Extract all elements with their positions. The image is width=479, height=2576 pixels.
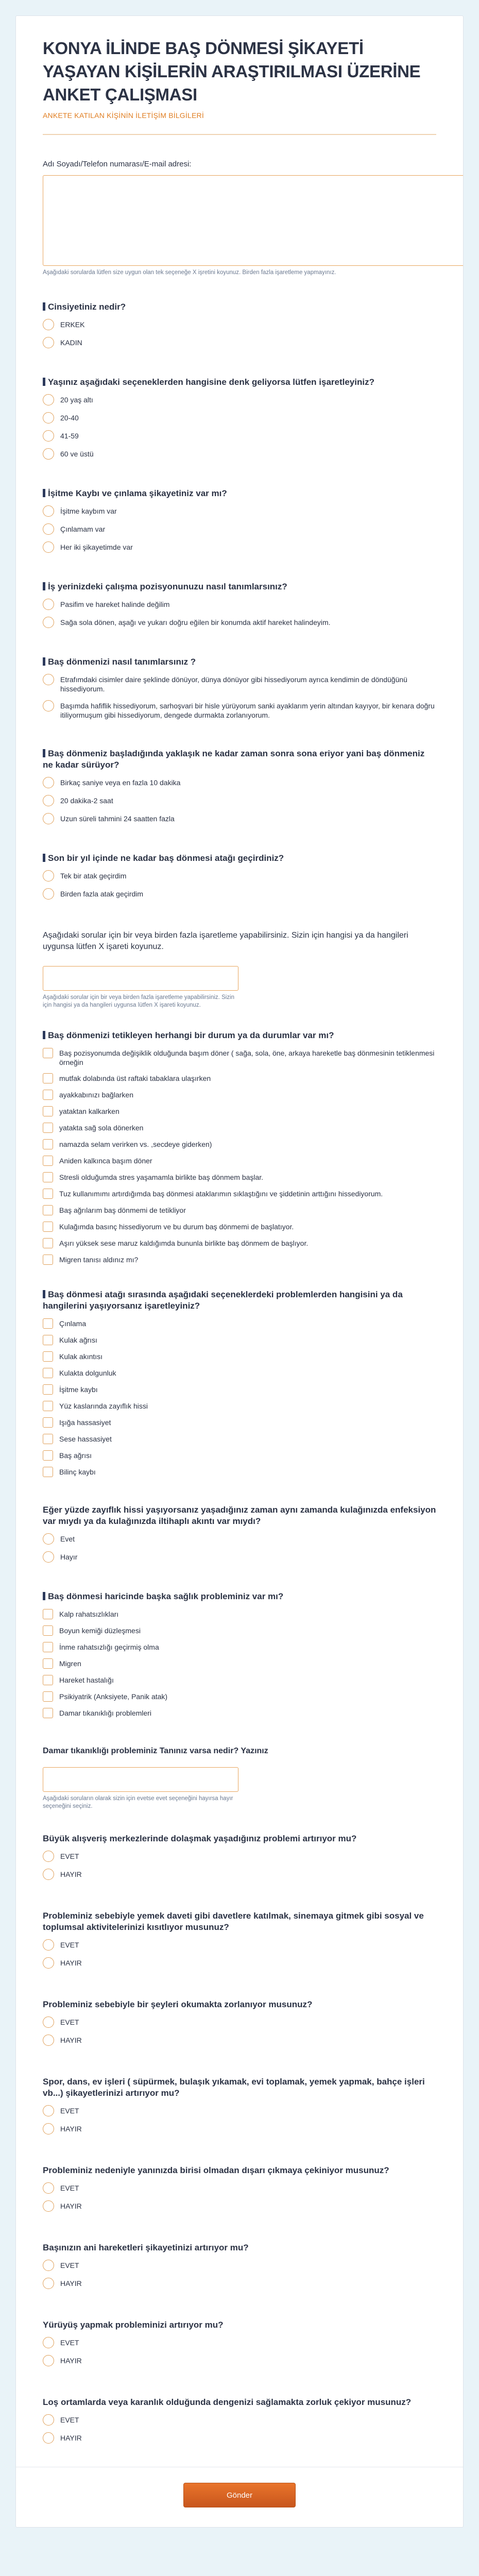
radio-group bbox=[43, 506, 436, 553]
checkbox[interactable] bbox=[43, 1658, 53, 1669]
checkbox[interactable] bbox=[43, 1450, 53, 1461]
question-label bbox=[43, 656, 436, 668]
radio-button[interactable] bbox=[43, 430, 54, 442]
radio-option[interactable] bbox=[43, 395, 436, 405]
checkbox[interactable] bbox=[43, 1073, 53, 1083]
radio-option[interactable] bbox=[43, 814, 436, 824]
option-label: Pasifim ve hareket halinde değilim bbox=[60, 600, 170, 608]
option-label: Yüz kaslarında zayıflık hissi bbox=[59, 1402, 148, 1410]
checkbox[interactable] bbox=[43, 1642, 53, 1652]
option-label: HAYIR bbox=[60, 2125, 82, 2133]
checkbox-option[interactable] bbox=[43, 1206, 436, 1215]
checkbox-option[interactable] bbox=[43, 1255, 436, 1265]
radio-option[interactable] bbox=[43, 2018, 436, 2028]
contact-section bbox=[16, 135, 463, 279]
question-crowd bbox=[16, 1812, 463, 1890]
checkbox[interactable] bbox=[43, 1351, 53, 1362]
radio-option[interactable] bbox=[43, 2279, 436, 2289]
option-label: Etrafımdaki cisimler daire şeklinde dönüyor, dünya dönüyor gibi hissediyorum ayrıca kendimin de döndüğünü hissediyorum. bbox=[60, 675, 407, 693]
question-triggers bbox=[16, 1011, 463, 1274]
radio-option[interactable] bbox=[43, 2415, 436, 2426]
option-label: 20 yaş altı bbox=[60, 396, 93, 404]
checkbox-option[interactable] bbox=[43, 1090, 436, 1100]
question-social bbox=[16, 1890, 463, 1978]
radio-button[interactable] bbox=[43, 541, 54, 553]
heading-marker bbox=[43, 1592, 45, 1600]
checkbox-group bbox=[43, 1609, 436, 1718]
option-label: Başımda hafiflik hissediyorum, sarhoşvari bir hisle yürüyorum sanki ayaklarım yerin altından kayıyor, bir kenara doğru itiliyormuşum gibi hissediyorum, dengede durmakta zorlanıyorum. bbox=[60, 702, 435, 719]
question-other-health bbox=[16, 1572, 463, 1727]
radio-group bbox=[43, 2261, 436, 2289]
question-dark bbox=[16, 2376, 463, 2453]
question-label: Büyük alışveriş merkezlerinde dolaşmak yaşadığınız problemi artırıyor mu? bbox=[43, 1834, 357, 1843]
radio-group bbox=[43, 320, 436, 348]
option-label: namazda selam verirken vs. ,secdeye giderken) bbox=[59, 1140, 212, 1148]
checkbox[interactable] bbox=[43, 1222, 53, 1232]
radio-option[interactable] bbox=[43, 2106, 436, 2116]
option-label: HAYIR bbox=[60, 2279, 82, 2287]
option-label: EVET bbox=[60, 2416, 79, 2424]
radio-button[interactable] bbox=[43, 2355, 54, 2366]
radio-option[interactable] bbox=[43, 796, 436, 806]
option-label: HAYIR bbox=[60, 2357, 82, 2365]
option-label: 41-59 bbox=[60, 432, 79, 440]
option-label: Psikiyatrik (Anksiyete, Panik atak) bbox=[59, 1692, 168, 1701]
checkbox[interactable] bbox=[43, 1434, 53, 1444]
option-label: Birden fazla atak geçirdim bbox=[60, 890, 144, 898]
checkbox[interactable] bbox=[43, 1205, 53, 1215]
form-title: KONYA İLİNDE BAŞ DÖNMESİ ŞİKAYETİ YAŞAYAN KİŞİLERİN ARAŞTIRILMASI ÜZERİNE ANKET ÇALIŞMASI bbox=[43, 39, 421, 104]
checkbox[interactable] bbox=[43, 1625, 53, 1636]
option-label: Damar tıkanıklığı problemleri bbox=[59, 1709, 151, 1717]
checkbox-option[interactable] bbox=[43, 1189, 436, 1199]
option-label: KADIN bbox=[60, 338, 82, 347]
checkbox-option[interactable] bbox=[43, 1434, 436, 1444]
option-label: Baş pozisyonumda değişiklik olduğunda başım döner ( sağa, sola, öne, arkaya hareketle baş dönmesinin tetiklenmesi örneğin bbox=[59, 1049, 435, 1066]
option-label: Hareket hastalığı bbox=[59, 1676, 114, 1684]
radio-option[interactable] bbox=[43, 778, 436, 788]
checkbox[interactable] bbox=[43, 1189, 53, 1199]
question-label: Yürüyüş yapmak probleminizi artırıyor mu? bbox=[43, 2320, 224, 2330]
option-label: HAYIR bbox=[60, 1870, 82, 1878]
radio-option[interactable] bbox=[43, 2338, 436, 2348]
heading-marker bbox=[43, 489, 45, 497]
checkbox-option[interactable] bbox=[43, 1368, 436, 1378]
option-label: Aniden kalkınca başım döner bbox=[59, 1157, 152, 1165]
contact-hint: Aşağıdaki sorularda lütfen size uygun olan tek seçeneğe X işretini koyunuz. Birden fazla işaretleme yapmayınız. bbox=[43, 269, 336, 276]
radio-button[interactable] bbox=[43, 1851, 54, 1862]
checkbox[interactable] bbox=[43, 1417, 53, 1428]
diagnosis-input[interactable] bbox=[43, 1767, 238, 1792]
radio-button[interactable] bbox=[43, 1533, 54, 1545]
question-label bbox=[43, 581, 436, 592]
checkbox[interactable] bbox=[43, 1467, 53, 1477]
option-label: EVET bbox=[60, 2018, 79, 2026]
checkbox[interactable] bbox=[43, 1139, 53, 1149]
radio-option[interactable] bbox=[43, 889, 436, 900]
radio-group bbox=[43, 675, 436, 720]
form-header bbox=[16, 16, 463, 134]
question-age bbox=[16, 358, 463, 469]
radio-button[interactable] bbox=[43, 870, 54, 882]
option-label: Tuz kullanımımı artırdığımda baş dönmesi ataklarımın sıklaştığını ve şiddetinin arttığını hissediyorum. bbox=[59, 1190, 383, 1198]
option-label: HAYIR bbox=[60, 2202, 82, 2210]
radio-option[interactable] bbox=[43, 2036, 436, 2046]
radio-option[interactable] bbox=[43, 2433, 436, 2444]
option-label: Birkaç saniye veya en fazla 10 dakika bbox=[60, 778, 181, 787]
contact-textarea[interactable] bbox=[43, 175, 464, 266]
question-label: Başınızın ani hareketleri şikayetinizi artırıyor mu? bbox=[43, 2243, 249, 2252]
radio-option[interactable] bbox=[43, 431, 436, 442]
radio-button[interactable] bbox=[43, 2414, 54, 2426]
multi-intro-hint: Aşağıdaki sorular için bir veya birden fazla işaretleme yapabilirsiniz. Sizin için hangisi ya da hangileri uygunsa lütfen X işareti koyunuz. bbox=[43, 994, 234, 1008]
radio-button[interactable] bbox=[43, 2105, 54, 2116]
option-label: mutfak dolabında üst raftaki tabaklara ulaşırken bbox=[59, 1074, 211, 1082]
checkbox-option[interactable] bbox=[43, 1173, 436, 1182]
question-text: Yaşınız aşağıdaki seçeneklerden hangisine denk geliyorsa lütfen işaretleyiniz? bbox=[48, 377, 374, 387]
option-label: EVET bbox=[60, 2338, 79, 2347]
question-label: Eğer yüzde zayıflık hissi yaşıyorsanız yaşadığınız zaman aynı zamanda kulağınızda enfeksiyon var mıydı ya da kulağınızda iltihaplı akıntı var mıydı? bbox=[43, 1505, 436, 1526]
radio-option[interactable] bbox=[43, 2356, 436, 2366]
radio-button[interactable] bbox=[43, 777, 54, 788]
option-label: Sese hassasiyet bbox=[59, 1435, 112, 1443]
radio-button[interactable] bbox=[43, 2016, 54, 2028]
option-label: Uzun süreli tahmini 24 saatten fazla bbox=[60, 815, 175, 823]
diagnosis-hint: Aşağıdaki soruların olarak sizin için evetse evet seçeneğini hayırsa hayır seçeneğini seçiniz. bbox=[43, 1795, 233, 1809]
radio-group bbox=[43, 1940, 436, 1969]
radio-option[interactable] bbox=[43, 871, 436, 882]
question-label bbox=[43, 301, 436, 313]
radio-option[interactable] bbox=[43, 2183, 436, 2194]
radio-button[interactable] bbox=[43, 1939, 54, 1951]
radio-group bbox=[43, 2106, 436, 2134]
checkbox-option[interactable] bbox=[43, 1692, 436, 1702]
checkbox-option[interactable] bbox=[43, 1123, 436, 1133]
radio-option[interactable] bbox=[43, 600, 436, 610]
option-label: HAYIR bbox=[60, 1959, 82, 1967]
multi-intro-label: Aşağıdaki sorular için bir veya birden fazla işaretleme yapabilirsiniz. Sizin için hangisi ya da hangileri uygunsa lütfen X işareti koyunuz. bbox=[43, 931, 408, 951]
question-text: Baş dönmeniz başladığında yaklaşık ne kadar zaman sonra sona eriyor yani baş dönmeniz ne kadar sürüyor? bbox=[43, 749, 425, 770]
checkbox-option[interactable] bbox=[43, 1708, 436, 1718]
checkbox[interactable] bbox=[43, 1368, 53, 1378]
question-text: Son bir yıl içinde ne kadar baş dönmesi atağı geçirdiniz? bbox=[48, 853, 284, 863]
radio-button[interactable] bbox=[43, 1869, 54, 1880]
checkbox[interactable] bbox=[43, 1106, 53, 1116]
radio-button[interactable] bbox=[43, 2432, 54, 2444]
form-subtitle: ANKETE KATILAN KİŞİNİN İLETİŞİM BİLGİLERİ bbox=[43, 111, 204, 120]
question-label: Damar tıkanıklığı probleminiz Tanınız varsa nedir? Yazınız bbox=[43, 1747, 268, 1755]
option-label: Baş ağrısı bbox=[59, 1451, 92, 1460]
option-label: Baş ağrılarım baş dönmemi de tetikliyor bbox=[59, 1206, 186, 1214]
heading-marker bbox=[43, 378, 45, 386]
option-label: Aşırı yüksek sese maruz kaldığımda bununla birlikte baş dönmem de başlıyor. bbox=[59, 1239, 309, 1247]
radio-option[interactable] bbox=[43, 1552, 436, 1563]
question-work bbox=[16, 563, 463, 638]
radio-button[interactable] bbox=[43, 2337, 54, 2348]
radio-button[interactable] bbox=[43, 2182, 54, 2194]
radio-group bbox=[43, 1852, 436, 1880]
option-label: Evet bbox=[60, 1535, 75, 1543]
checkbox-option[interactable] bbox=[43, 1222, 436, 1232]
multi-intro-input[interactable] bbox=[43, 966, 238, 991]
radio-button[interactable] bbox=[43, 2278, 54, 2289]
radio-option[interactable] bbox=[43, 1870, 436, 1880]
multi-select-intro bbox=[16, 909, 463, 1011]
radio-option[interactable] bbox=[43, 2201, 436, 2212]
heading-marker bbox=[43, 1290, 45, 1298]
checkbox-option[interactable] bbox=[43, 1675, 436, 1685]
radio-button[interactable] bbox=[43, 813, 54, 824]
radio-button[interactable] bbox=[43, 617, 54, 628]
checkbox[interactable] bbox=[43, 1335, 53, 1345]
question-sex bbox=[16, 279, 463, 358]
checkbox[interactable] bbox=[43, 1048, 53, 1058]
option-label: EVET bbox=[60, 2184, 79, 2192]
radio-option[interactable] bbox=[43, 413, 436, 423]
radio-group bbox=[43, 871, 436, 900]
checkbox[interactable] bbox=[43, 1318, 53, 1329]
radio-button[interactable] bbox=[43, 319, 54, 330]
question-label bbox=[43, 1030, 436, 1041]
checkbox-option[interactable] bbox=[43, 1451, 436, 1461]
option-label: Bilinç kaybı bbox=[59, 1468, 96, 1476]
checkbox-option[interactable] bbox=[43, 1074, 436, 1083]
option-label: Hayır bbox=[60, 1553, 78, 1561]
checkbox-option[interactable] bbox=[43, 1107, 436, 1116]
option-label: yataktan kalkarken bbox=[59, 1107, 119, 1115]
option-label: Boyun kemiği düzleşmesi bbox=[59, 1626, 141, 1635]
radio-button[interactable] bbox=[43, 795, 54, 806]
radio-button[interactable] bbox=[43, 700, 54, 711]
radio-button[interactable] bbox=[43, 599, 54, 610]
radio-option[interactable] bbox=[43, 675, 436, 693]
radio-option[interactable] bbox=[43, 2261, 436, 2271]
question-alone bbox=[16, 2144, 463, 2222]
radio-group bbox=[43, 2183, 436, 2212]
checkbox-group bbox=[43, 1048, 436, 1265]
form-card bbox=[15, 15, 464, 2528]
radio-button[interactable] bbox=[43, 337, 54, 348]
radio-option[interactable] bbox=[43, 320, 436, 330]
question-facial-weakness bbox=[16, 1486, 463, 1572]
radio-group bbox=[43, 2415, 436, 2444]
question-label: Loş ortamlarda veya karanlık olduğunda dengenizi sağlamakta zorluk çekiyor musunuz? bbox=[43, 2397, 412, 2407]
question-label bbox=[43, 1289, 436, 1312]
checkbox[interactable] bbox=[43, 1401, 53, 1411]
option-label: EVET bbox=[60, 1852, 79, 1860]
submit-button[interactable]: Gönder bbox=[183, 2483, 296, 2507]
question-label bbox=[43, 748, 436, 771]
checkbox[interactable] bbox=[43, 1691, 53, 1702]
radio-group bbox=[43, 1534, 436, 1563]
checkbox-option[interactable] bbox=[43, 1352, 436, 1362]
option-label: HAYIR bbox=[60, 2434, 82, 2442]
heading-marker bbox=[43, 749, 45, 757]
question-label bbox=[43, 488, 436, 499]
option-label: İnme rahatsızlığı geçirmiş olma bbox=[59, 1643, 159, 1651]
option-label: 20 dakika-2 saat bbox=[60, 796, 113, 805]
heading-marker bbox=[43, 1031, 45, 1039]
checkbox-option[interactable] bbox=[43, 1626, 436, 1636]
checkbox[interactable] bbox=[43, 1609, 53, 1619]
option-label: ERKEK bbox=[60, 320, 85, 329]
question-walking bbox=[16, 2299, 463, 2376]
question-label: Probleminiz sebebiyle bir şeyleri okumakta zorlanıyor musunuz? bbox=[43, 1999, 313, 2009]
checkbox-option[interactable] bbox=[43, 1385, 436, 1395]
question-label bbox=[43, 377, 436, 388]
checkbox-group bbox=[43, 1319, 436, 1477]
checkbox-option[interactable] bbox=[43, 1659, 436, 1669]
option-label: Stresli olduğumda stres yaşamamla birlikte baş dönmem başlar. bbox=[59, 1173, 264, 1181]
radio-button[interactable] bbox=[43, 1957, 54, 1969]
question-text: İşitme Kaybı ve çınlama şikayetiniz var mı? bbox=[48, 488, 227, 498]
option-label: Migren bbox=[59, 1659, 81, 1668]
checkbox[interactable] bbox=[43, 1255, 53, 1265]
checkbox[interactable] bbox=[43, 1708, 53, 1718]
checkbox-option[interactable] bbox=[43, 1467, 436, 1477]
radio-option[interactable] bbox=[43, 2124, 436, 2134]
question-last-year bbox=[16, 834, 463, 909]
checkbox[interactable] bbox=[43, 1172, 53, 1182]
checkbox-option[interactable] bbox=[43, 1048, 436, 1067]
checkbox-option[interactable] bbox=[43, 1319, 436, 1329]
option-label: ayakkabınızı bağlarken bbox=[59, 1091, 133, 1099]
radio-group bbox=[43, 600, 436, 628]
radio-button[interactable] bbox=[43, 523, 54, 535]
question-duration bbox=[16, 730, 463, 834]
option-label: Tek bir atak geçirdim bbox=[60, 872, 127, 880]
checkbox-option[interactable] bbox=[43, 1239, 436, 1248]
checkbox[interactable] bbox=[43, 1675, 53, 1685]
question-label: Probleminiz nedeniyle yanınızda birisi olmadan dışarı çıkmaya çekiniyor musunuz? bbox=[43, 2165, 389, 2175]
radio-button[interactable] bbox=[43, 394, 54, 405]
option-label: Işığa hassasiyet bbox=[59, 1418, 111, 1427]
radio-button[interactable] bbox=[43, 448, 54, 460]
checkbox-option[interactable] bbox=[43, 1642, 436, 1652]
radio-button[interactable] bbox=[43, 412, 54, 423]
option-label: EVET bbox=[60, 2107, 79, 2115]
heading-marker bbox=[43, 854, 45, 862]
radio-group bbox=[43, 2338, 436, 2366]
question-attack-symptoms bbox=[16, 1274, 463, 1486]
question-diagnosis bbox=[16, 1727, 463, 1812]
radio-button[interactable] bbox=[43, 505, 54, 517]
question-text: Baş dönmesi haricinde başka sağlık probleminiz var mı? bbox=[48, 1591, 284, 1601]
radio-button[interactable] bbox=[43, 674, 54, 685]
radio-group bbox=[43, 2018, 436, 2046]
checkbox[interactable] bbox=[43, 1384, 53, 1395]
question-label: Spor, dans, ev işleri ( süpürmek, bulaşık yıkamak, evi toplamak, yemek yapmak, bahçe işleri vb...) şikayetlerinizi artırıyor mu? bbox=[43, 2077, 425, 2098]
heading-marker bbox=[43, 657, 45, 666]
checkbox-option[interactable] bbox=[43, 1418, 436, 1428]
option-label: Kulak akıntısı bbox=[59, 1352, 103, 1361]
option-label: Kulak ağrısı bbox=[59, 1336, 97, 1344]
checkbox-option[interactable] bbox=[43, 1140, 436, 1149]
option-label: EVET bbox=[60, 1941, 79, 1949]
option-label: Sağa sola dönen, aşağı ve yukarı doğru eğilen bir konumda aktif hareket halindeyim. bbox=[60, 618, 331, 626]
question-text: Baş dönmenizi tetikleyen herhangi bir durum ya da durumlar var mı? bbox=[48, 1030, 334, 1040]
radio-option[interactable] bbox=[43, 506, 436, 517]
radio-option[interactable] bbox=[43, 1852, 436, 1862]
radio-option[interactable] bbox=[43, 618, 436, 628]
checkbox[interactable] bbox=[43, 1090, 53, 1100]
heading-marker bbox=[43, 302, 45, 311]
question-text: Baş dönmenizi nasıl tanımlarsınız ? bbox=[48, 657, 196, 667]
contact-label: Adı Soyadı/Telefon numarası/E-mail adresi: bbox=[43, 160, 192, 168]
question-define bbox=[16, 638, 463, 730]
radio-option[interactable] bbox=[43, 701, 436, 720]
radio-option[interactable] bbox=[43, 524, 436, 535]
question-sports bbox=[16, 2056, 463, 2144]
radio-option[interactable] bbox=[43, 449, 436, 460]
radio-option[interactable] bbox=[43, 543, 436, 553]
heading-marker bbox=[43, 582, 45, 590]
checkbox-option[interactable] bbox=[43, 1335, 436, 1345]
checkbox-option[interactable] bbox=[43, 1156, 436, 1166]
question-label: Probleminiz sebebiyle yemek daveti gibi davetlere katılmak, sinemaya gitmek gibi sosyal ve toplumsal aktivitelerinizi kısıtlıyor musunuz? bbox=[43, 1911, 424, 1932]
radio-option[interactable] bbox=[43, 1534, 436, 1545]
question-head-moves bbox=[16, 2222, 463, 2299]
option-label: HAYIR bbox=[60, 2036, 82, 2044]
checkbox-option[interactable] bbox=[43, 1401, 436, 1411]
radio-button[interactable] bbox=[43, 2035, 54, 2046]
option-label: 20-40 bbox=[60, 414, 79, 422]
option-label: Çınlamam var bbox=[60, 525, 106, 533]
radio-option[interactable] bbox=[43, 1940, 436, 1951]
option-label: EVET bbox=[60, 2261, 79, 2269]
page bbox=[0, 15, 479, 2528]
radio-button[interactable] bbox=[43, 2123, 54, 2134]
radio-group bbox=[43, 778, 436, 824]
option-label: İşitme kaybım var bbox=[60, 507, 117, 515]
checkbox[interactable] bbox=[43, 1156, 53, 1166]
question-text: Baş dönmesi atağı sırasında aşağıdaki seçeneklerdeki problemlerden hangisini ya da hangilerini yaşıyorsanız işaretleyiniz? bbox=[43, 1290, 403, 1311]
checkbox[interactable] bbox=[43, 1123, 53, 1133]
radio-button[interactable] bbox=[43, 2200, 54, 2212]
option-label: 60 ve üstü bbox=[60, 450, 94, 458]
question-label bbox=[43, 1591, 436, 1602]
checkbox[interactable] bbox=[43, 1238, 53, 1248]
option-label: yatakta sağ sola dönerken bbox=[59, 1124, 144, 1132]
question-label bbox=[43, 853, 436, 864]
radio-button[interactable] bbox=[43, 2260, 54, 2271]
radio-group bbox=[43, 395, 436, 460]
form-footer bbox=[16, 2467, 463, 2527]
option-label: Kulağımda basınç hissediyorum ve bu durum baş dönmemi de başlatıyor. bbox=[59, 1223, 294, 1231]
radio-option[interactable] bbox=[43, 1958, 436, 1969]
option-label: Kalp rahatsızlıkları bbox=[59, 1610, 119, 1618]
question-text: İş yerinizdeki çalışma pozisyonunuzu nasıl tanımlarsınız? bbox=[48, 582, 287, 591]
checkbox-option[interactable] bbox=[43, 1609, 436, 1619]
question-hearing bbox=[16, 469, 463, 563]
option-label: Çınlama bbox=[59, 1319, 87, 1328]
radio-option[interactable] bbox=[43, 338, 436, 348]
question-reading bbox=[16, 1978, 463, 2056]
radio-button[interactable] bbox=[43, 888, 54, 900]
option-label: Kulakta dolgunluk bbox=[59, 1369, 116, 1377]
option-label: İşitme kaybı bbox=[59, 1385, 98, 1394]
radio-button[interactable] bbox=[43, 1551, 54, 1563]
question-text: Cinsiyetiniz nedir? bbox=[48, 302, 126, 312]
option-label: Migren tanısı aldınız mı? bbox=[59, 1256, 139, 1264]
option-label: Her iki şikayetimde var bbox=[60, 543, 133, 551]
